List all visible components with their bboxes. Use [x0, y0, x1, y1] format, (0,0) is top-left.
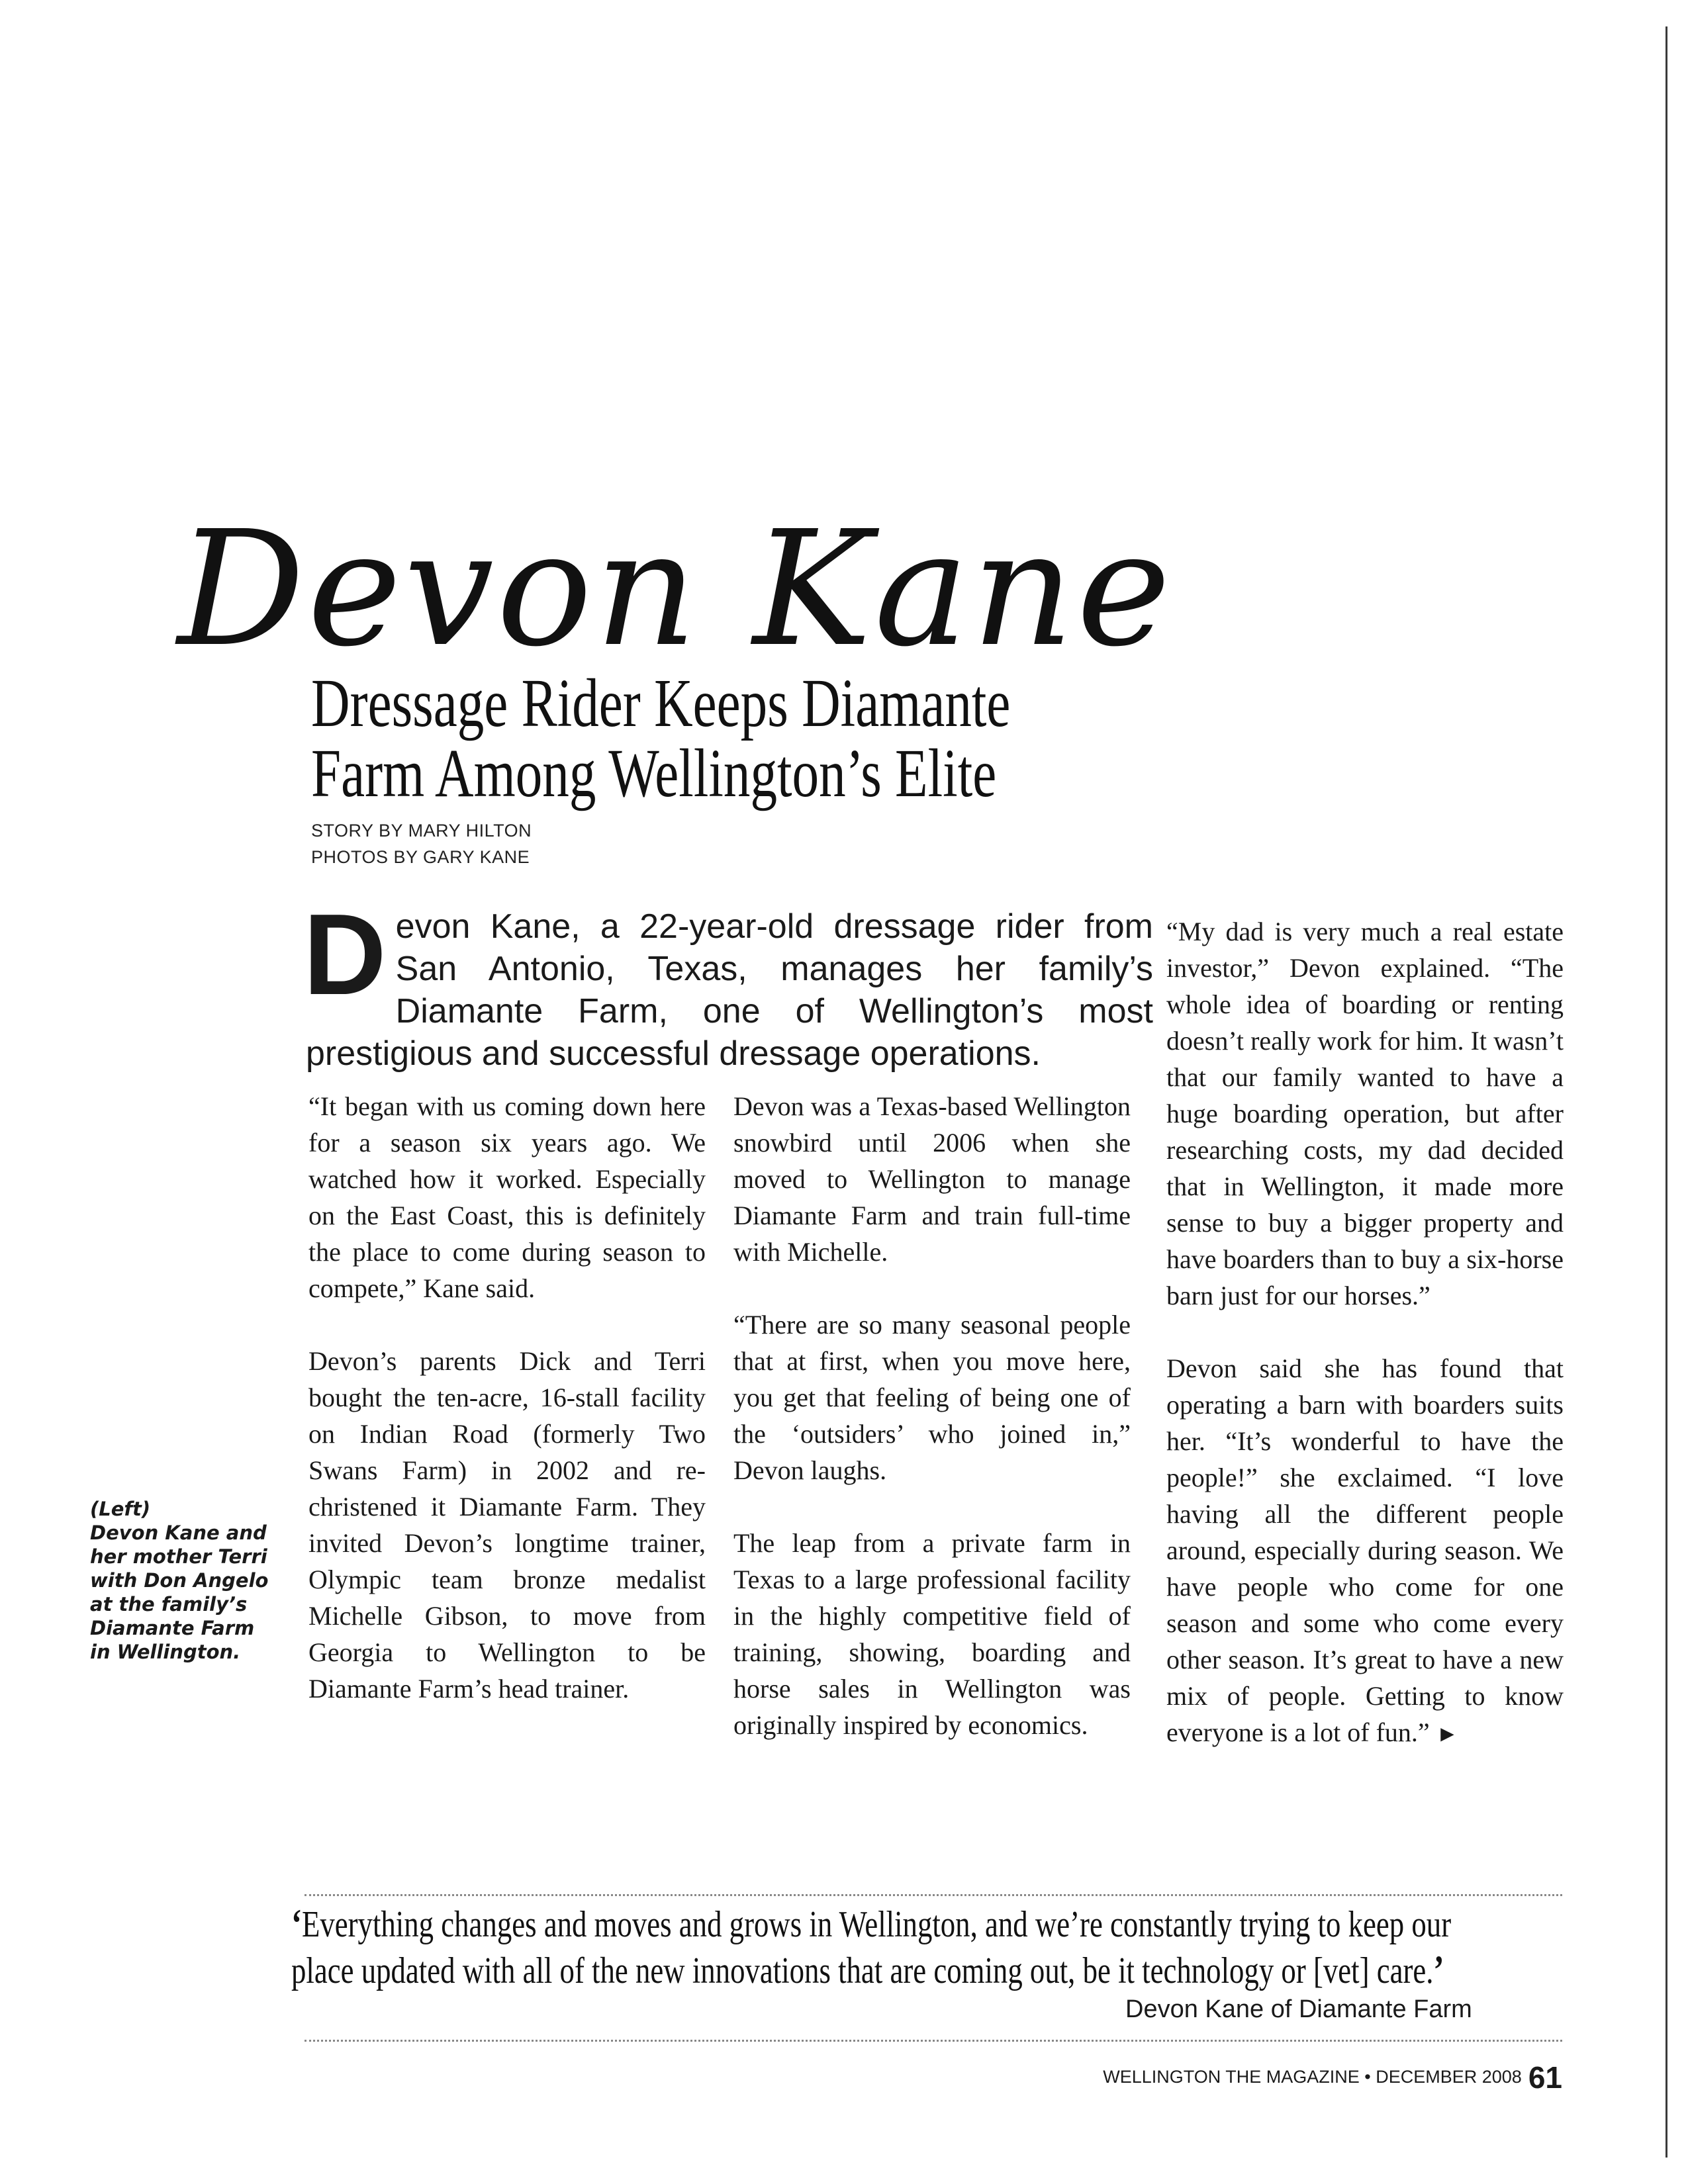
body-paragraph: “It began with us coming down here for a season six years ago. We watched how it worked. Especially on the East Coast, this is definitely the place to come during season to compete,” Kane said. [308, 1091, 706, 1303]
body-column-1 [308, 1088, 706, 1743]
body-paragraph [1166, 1350, 1564, 1752]
page-footer [1103, 2060, 1562, 2095]
close-quote-mark: ’ [1433, 1948, 1444, 1991]
body-paragraph: The leap from a private farm in Texas to a large professional facility in the highly competitive field of training, showing, boarding and horse sales in Wellington was originally inspired by economics. [733, 1528, 1131, 1740]
body-paragraph: Devon was a Texas-based Wellington snowbird until 2006 when she moved to Wellington to manage Diamante Farm and train full-time with Michelle. [733, 1091, 1131, 1267]
body-paragraph-text: Devon said she has found that operating a barn with boarders suits her. “It’s wonderful to have the people!” she exclaimed. “I love having all the different people around, especially during season. We have people who come for one season and some who come every other season. It’s great to have a new mix of people. Getting to know everyone is a lot of fun.” [1166, 1353, 1564, 1747]
pull-quote-attribution: Devon Kane of Diamante Farm [1125, 1995, 1472, 2023]
pull-quote-bottom-rule [305, 2040, 1562, 2042]
body-paragraph: Devon’s parents Dick and Terri bought the ten-acre, 16-stall facility on Indian Road (formerly Two Swans Farm) in 2002 and re-christened it Diamante Farm. They invited Devon’s longtime trainer, Olympic team bronze medalist Michelle Gibson, to move from Georgia to Wellington to be Diamante Farm’s head trainer. [308, 1346, 706, 1704]
story-credit: STORY BY MARY HILTON [311, 821, 532, 841]
continue-arrow-icon: ► [1436, 1722, 1459, 1747]
lede-text: evon Kane, a 22-year-old dressage rider from San Antonio, Texas, manages her family’s Diamante Farm, one of Wellington’s most prestigious and successful dressage operations. [306, 907, 1153, 1073]
article-headline [311, 665, 1034, 811]
photo-credit: PHOTOS BY GARY KANE [311, 847, 530, 867]
pull-quote-text: Everything changes and moves and grows in Wellington, and we’re constantly trying to keep our place updated with all of the new innovations that are coming out, be it technology or [vet] care. [291, 1904, 1452, 1991]
body-column-3 [1166, 913, 1564, 1789]
headline-line-1: Dressage Rider Keeps Diamante [311, 665, 1011, 741]
headline-line-2: Farm Among Wellington’s Elite [311, 735, 997, 811]
drop-cap: D [303, 889, 387, 1019]
article-title: Devon Kane [177, 496, 1174, 682]
body-paragraph: “My dad is very much a real estate investor,” Devon explained. “The whole idea of boarding or renting doesn’t really work for him. It wasn’t that our family wanted to have a huge boarding operation, but after researching costs, my dad decided that in Wellington, it made more sense to buy a bigger property and have boarders than to buy a six-horse barn just for our horses.” [1166, 917, 1564, 1310]
lede-paragraph [303, 889, 1153, 1075]
body-column-2 [733, 1088, 1131, 1780]
page-number: 61 [1528, 2060, 1562, 2095]
pull-quote-top-rule [305, 1894, 1562, 1896]
body-paragraph: “There are so many seasonal people that at first, when you move here, you get that feeling of being one of the ‘outsiders’ who joined in,” Devon laughs. [733, 1310, 1131, 1485]
pull-quote [291, 1901, 1456, 1993]
photo-caption [90, 1497, 269, 1664]
caption-text: Devon Kane and her mother Terri with Don Angelo at the family’s Diamante Farm in Wellington. [90, 1522, 269, 1663]
page-edge-line [1665, 26, 1667, 2158]
caption-lead: (Left) [90, 1498, 151, 1520]
open-quote-mark: ‘ [291, 1901, 302, 1945]
publication-line: WELLINGTON THE MAGAZINE • DECEMBER 2008 [1103, 2067, 1522, 2087]
